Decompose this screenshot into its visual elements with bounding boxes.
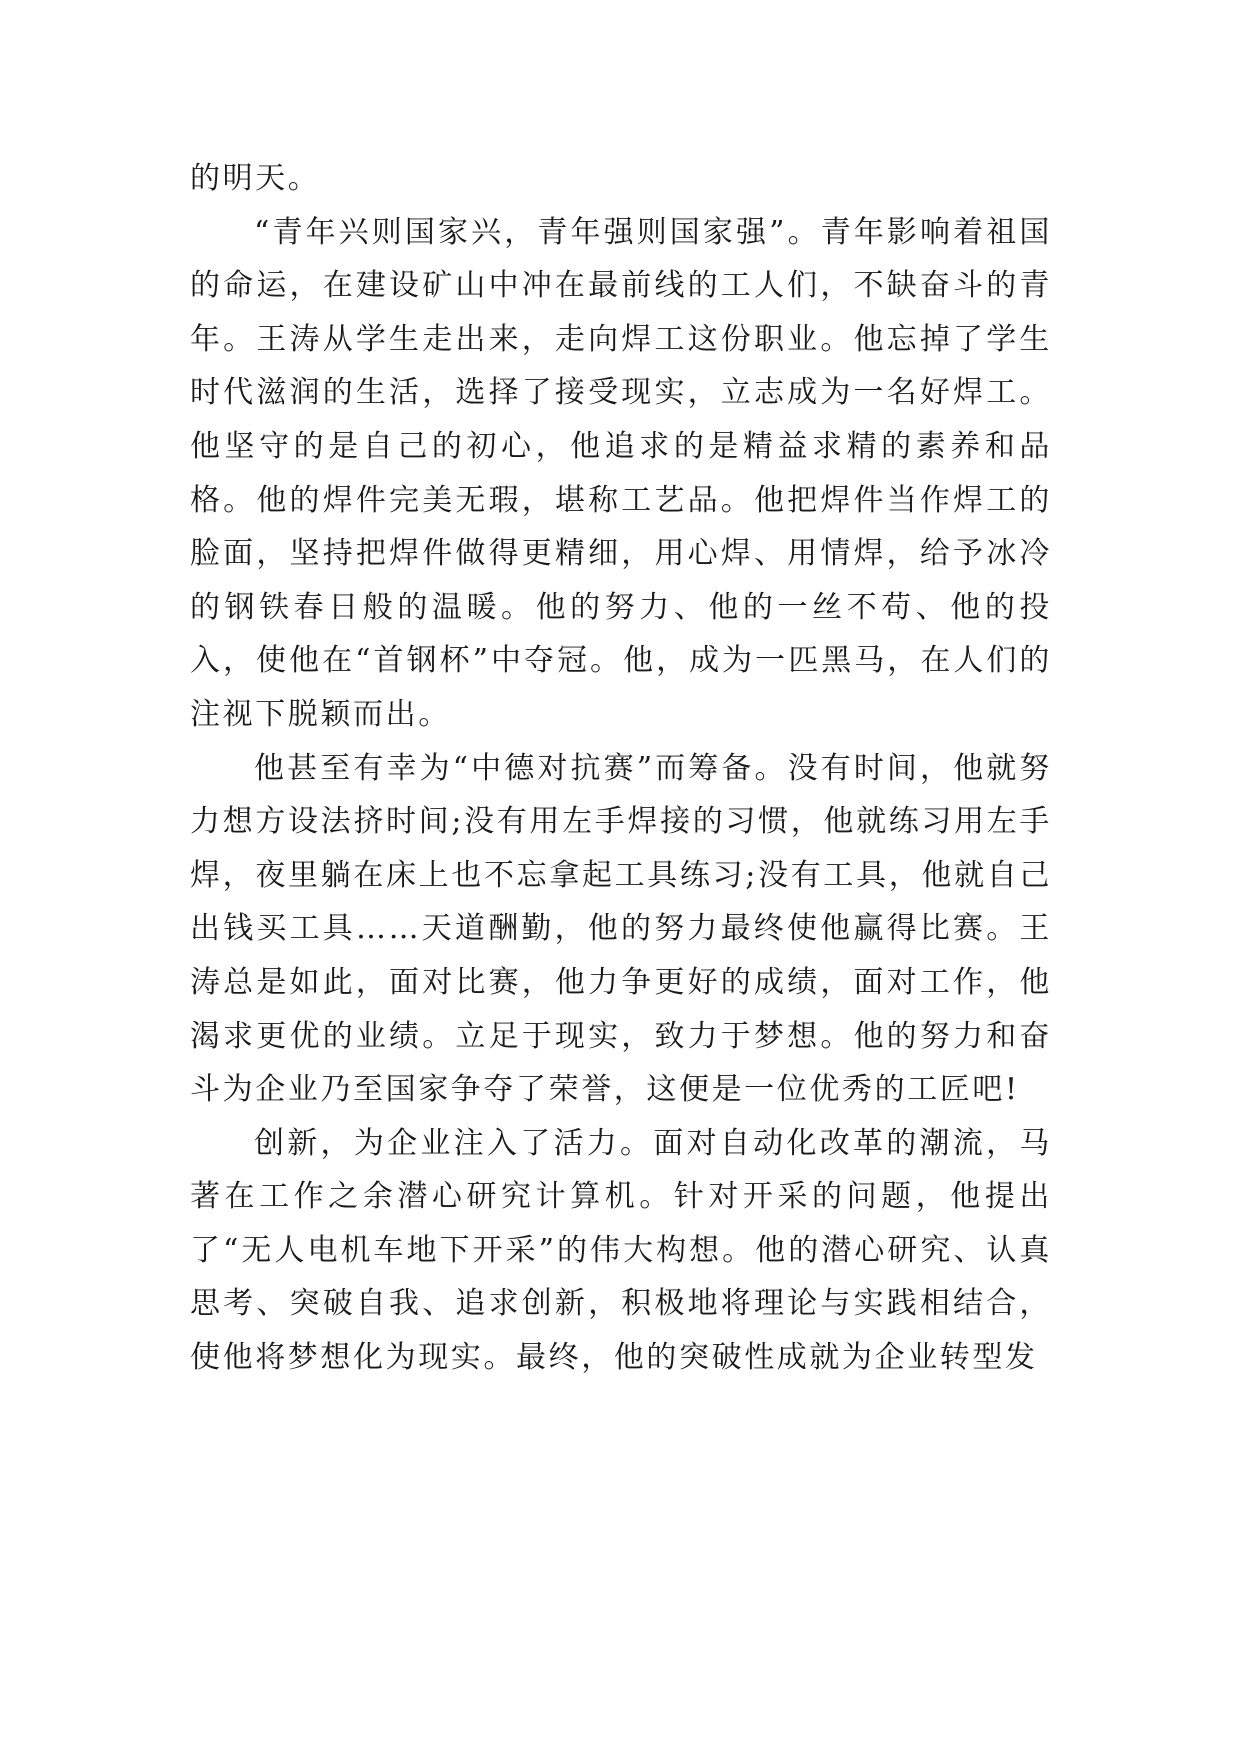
paragraph-closing-fragment: 的明天。 bbox=[190, 161, 321, 196]
paragraph-youth-wang-tao: “青年兴则国家兴，青年强则国家强”。青年影响着祖国的命运，在建设矿山中冲在最前线的工人们，不缺奋斗的青年。王涛从学生走出来，走向焊工这份职业。他忘掉了学生时代滋润的生活，选择了接受现实，立志成为一名好焊工。他坚守的是自己的初心，他追求的是精益求精的素养和品格。他的焊件完美无瑕，堪称工艺品。他把焊件当作焊工的脸面，坚持把焊件做得更精细，用心焊、用情焊，给予冰冷的钢铁春日般的温暖。他的努力、他的一丝不苟、他的投入，使他在“首钢杯”中夺冠。他，成为一匹黑马，在人们的注视下脱颖而出。 bbox=[190, 214, 1052, 732]
paragraph-sino-german-contest: 他甚至有幸为“中德对抗赛”而筹备。没有时间，他就努力想方设法挤时间;没有用左手焊接的习惯，他就练习用左手焊，夜里躺在床上也不忘拿起工具练习;没有工具，他就自己出钱买工具……天道酬勤，他的努力最终使他赢得比赛。王涛总是如此，面对比赛，他力争更好的成绩，面对工作，他渴求更优的业绩。立足于现实，致力于梦想。他的努力和奋斗为企业乃至国家争夺了荣誉，这便是一位优秀的工匠吧! bbox=[190, 750, 1052, 1108]
body-text bbox=[190, 152, 1052, 1385]
paragraph-innovation: 创新，为企业注入了活力。面对自动化改革的潮流，马著在工作之余潜心研究计算机。针对开采的问题，他提出了“无人电机车地下开采”的伟大构想。他的潜心研究、认真思考、突破自我、追求创新，积极地将理论与实践相结合，使他将梦想化为现实。最终，他的突破性成就为企业转型发 bbox=[190, 1125, 1052, 1376]
